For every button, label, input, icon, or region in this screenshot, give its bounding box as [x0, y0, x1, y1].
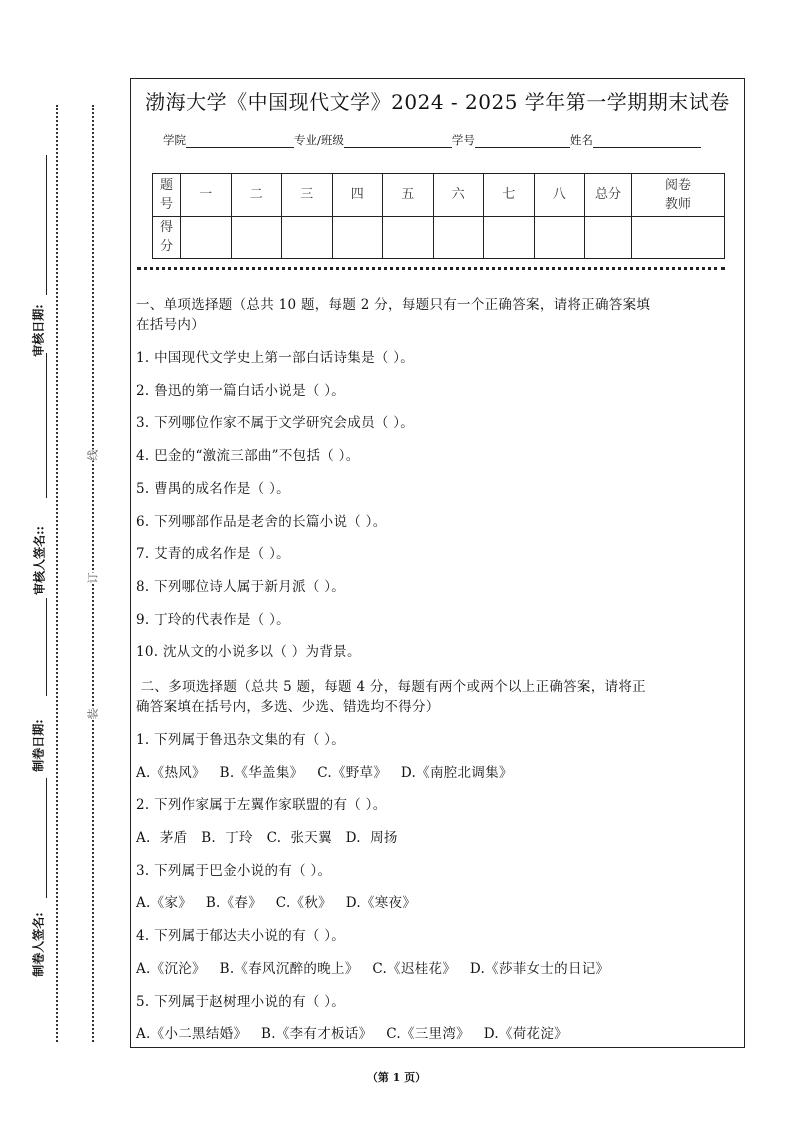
question-item: 4. 下列属于郁达夫小说的有（ ）。: [136, 928, 346, 944]
section2-heading-cont: 确答案填在括号内，多选、少选、错选均不得分）: [136, 699, 440, 715]
question-item: 6. 下列哪部作品是老舍的长篇小说（ ）。: [136, 514, 387, 530]
column-header: 五: [383, 174, 434, 217]
college-label: 学院: [163, 133, 186, 147]
separator-dotted-line: [137, 267, 725, 270]
section2-heading: 二、多项选择题（总共 5 题，每题 4 分，每题有两个或两个以上正确答案，请将正: [136, 679, 646, 695]
margin-signature-line: [46, 598, 47, 696]
total-score-cell[interactable]: [585, 216, 632, 259]
question-item: 10. 沈从文的小说多以（ ）为背景。: [136, 644, 361, 660]
student-info-row: [163, 132, 701, 148]
margin-signature-line: [46, 778, 47, 898]
score-cell[interactable]: [181, 216, 232, 259]
major-class-label: 专业/班级: [294, 133, 344, 147]
question-options: A.《家》 B.《春》 C.《秋》 D.《寒夜》: [136, 895, 417, 911]
preparer-signature-label: 制卷人签名:: [31, 912, 46, 977]
binding-char-staple: 装: [86, 708, 100, 720]
column-header: 七: [484, 174, 535, 217]
score-cell[interactable]: [231, 216, 282, 259]
column-header: 二: [231, 174, 282, 217]
score-cell[interactable]: [433, 216, 484, 259]
question-item: 3. 下列属于巴金小说的有（ ）。: [136, 863, 332, 879]
prepare-date-label: 制卷日期:: [31, 719, 46, 772]
question-options: A.《小二黑结婚》 B.《李有才板话》 C.《三里湾》 D.《荷花淀》: [136, 1026, 568, 1042]
question-item: 2. 下列作家属于左翼作家联盟的有（ ）。: [136, 797, 387, 813]
question-item: 1. 下列属于鲁迅杂文集的有（ ）。: [136, 732, 346, 748]
question-item: 7. 艾青的成名作是（ ）。: [136, 546, 290, 562]
name-label: 姓名: [569, 133, 593, 147]
score-row-header: 得 分: [153, 216, 181, 259]
student-id-label: 学号: [451, 133, 475, 147]
total-score-header: 总分: [585, 174, 632, 217]
question-item: 4. 巴金的“激流三部曲”不包括（ ）。: [136, 448, 360, 464]
score-cell[interactable]: [383, 216, 434, 259]
score-row: [153, 216, 725, 259]
reader-cell[interactable]: [632, 216, 725, 259]
column-header: 八: [534, 174, 585, 217]
question-item: 9. 丁玲的代表作是（ ）。: [136, 612, 290, 628]
reviewer-signature-label: 审核人签名::: [32, 526, 47, 595]
name-field[interactable]: [593, 135, 701, 148]
margin-signature-line: [46, 155, 47, 295]
question-item: 5. 曹禺的成名作是（ ）。: [136, 481, 290, 497]
question-item: 2. 鲁迅的第一篇白话小说是（ ）。: [136, 383, 346, 399]
column-header: 六: [433, 174, 484, 217]
page-number: （第 1 页）: [366, 1071, 427, 1084]
column-header: 四: [332, 174, 383, 217]
question-options: A. 茅盾 B. 丁玲 C. 张天翼 D. 周扬: [136, 830, 398, 846]
score-cell[interactable]: [332, 216, 383, 259]
student-id-field[interactable]: [475, 135, 570, 148]
question-item: 3. 下列哪位作家不属于文学研究会成员（ ）。: [136, 415, 415, 431]
margin-dotted-line-outer: [56, 105, 58, 1042]
reader-header: 阅卷 教师: [632, 174, 725, 217]
question-item: 1. 中国现代文学史上第一部白话诗集是（ ）。: [136, 350, 415, 366]
score-table: [152, 173, 725, 259]
review-date-label: 审核日期:: [31, 304, 46, 357]
binding-char-line: 线: [86, 449, 100, 461]
margin-signature-line: [46, 353, 47, 498]
major-class-field[interactable]: [344, 135, 452, 148]
question-number-header: 题 号: [153, 174, 181, 217]
exam-title: 渤海大学《中国现代文学》2024 - 2025 学年第一学期期末试卷: [145, 90, 730, 114]
column-header: 三: [282, 174, 333, 217]
question-item: 5. 下列属于赵树理小说的有（ ）。: [136, 994, 346, 1010]
question-options: A.《沉沦》 B.《春风沉醉的晚上》 C.《迟桂花》 D.《莎菲女士的日记》: [136, 961, 610, 977]
column-header: 一: [181, 174, 232, 217]
question-options: A.《热风》 B.《华盖集》 C.《野草》 D.《南腔北调集》: [136, 765, 513, 781]
score-cell[interactable]: [484, 216, 535, 259]
section1-heading: 一、单项选择题（总共 10 题，每题 2 分，每题只有一个正确答案，请将正确答案填: [136, 297, 651, 313]
question-item: 8. 下列哪位诗人属于新月派（ ）。: [136, 579, 346, 595]
section1-heading-cont: 在括号内）: [136, 317, 205, 333]
college-field[interactable]: [186, 135, 294, 148]
score-cell[interactable]: [282, 216, 333, 259]
question-number-row: [153, 174, 725, 217]
score-cell[interactable]: [534, 216, 585, 259]
binding-char-bind: 订: [86, 572, 100, 584]
